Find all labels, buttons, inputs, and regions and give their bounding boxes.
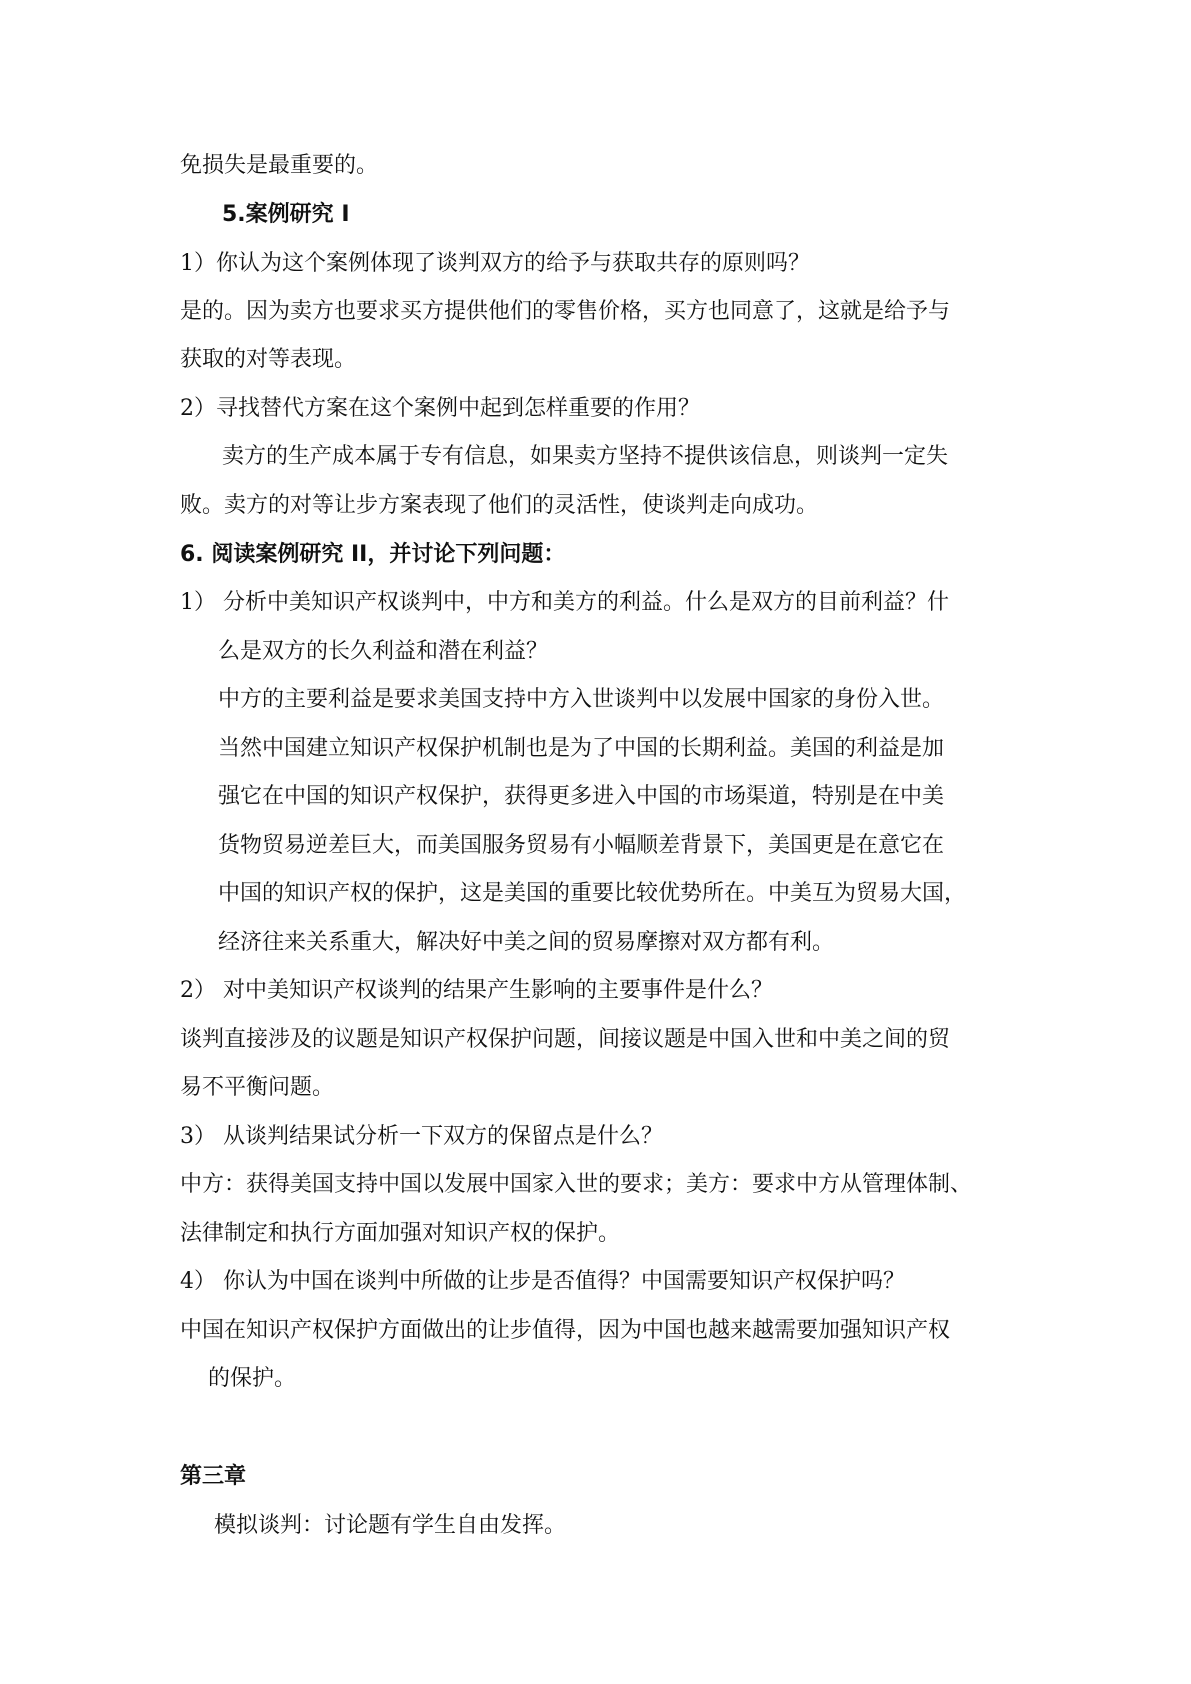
question-line: 4） 你认为中国在谈判中所做的让步是否值得？中国需要知识产权保护吗？ [180, 1269, 905, 1294]
answer-line: 的保护。 [208, 1366, 297, 1391]
question-line: 么是双方的长久利益和潜在利益？ [218, 639, 549, 664]
question-line: 2） 对中美知识产权谈判的结果产生影响的主要事件是什么？ [180, 978, 773, 1003]
answer-line: 强它在中国的知识产权保护，获得更多进入中国的市场渠道，特别是在中美 [218, 784, 945, 809]
answer-line: 经济往来关系重大，解决好中美之间的贸易摩擦对双方都有利。 [218, 930, 835, 955]
answer-line: 货物贸易逆差巨大，而美国服务贸易有小幅顺差背景下，美国更是在意它在 [218, 833, 945, 858]
answer-line: 中方：获得美国支持中国以发展中国家入世的要求；美方：要求中方从管理体制、 [180, 1172, 973, 1197]
answer-line: 中方的主要利益是要求美国支持中方入世谈判中以发展中国家的身份入世。 [218, 687, 945, 712]
paragraph-line: 模拟谈判：讨论题有学生自由发挥。 [214, 1513, 567, 1538]
answer-line: 卖方的生产成本属于专有信息，如果卖方坚持不提供该信息，则谈判一定失 [222, 444, 949, 469]
chapter-heading: 第三章 [180, 1464, 247, 1489]
answer-line: 中国的知识产权的保护，这是美国的重要比较优势所在。中美互为贸易大国， [218, 881, 967, 906]
answer-line: 获取的对等表现。 [180, 347, 357, 372]
question-line: 1） 分析中美知识产权谈判中，中方和美方的利益。什么是双方的目前利益？什 [180, 590, 949, 615]
answer-line: 谈判直接涉及的议题是知识产权保护问题，间接议题是中国入世和中美之间的贸 [180, 1027, 951, 1052]
answer-line: 是的。因为卖方也要求买方提供他们的零售价格，买方也同意了，这就是给予与 [180, 299, 951, 324]
paragraph-line: 免损失是最重要的。 [180, 153, 379, 178]
answer-line: 当然中国建立知识产权保护机制也是为了中国的长期利益。美国的利益是加 [218, 736, 945, 761]
question-line: 3） 从谈判结果试分析一下双方的保留点是什么？ [180, 1124, 663, 1149]
question-line: 1）你认为这个案例体现了谈判双方的给予与获取共存的原则吗？ [180, 251, 810, 276]
answer-line: 中国在知识产权保护方面做出的让步值得，因为中国也越来越需要加强知识产权 [180, 1318, 951, 1343]
section-heading: 6. 阅读案例研究 II，并讨论下列问题： [180, 542, 566, 567]
section-heading: 5.案例研究 I [222, 202, 350, 227]
question-line: 2）寻找替代方案在这个案例中起到怎样重要的作用？ [180, 396, 700, 421]
answer-line: 法律制定和执行方面加强对知识产权的保护。 [180, 1221, 621, 1246]
answer-line: 易不平衡问题。 [180, 1075, 335, 1100]
answer-line: 败。卖方的对等让步方案表现了他们的灵活性，使谈判走向成功。 [180, 493, 819, 518]
